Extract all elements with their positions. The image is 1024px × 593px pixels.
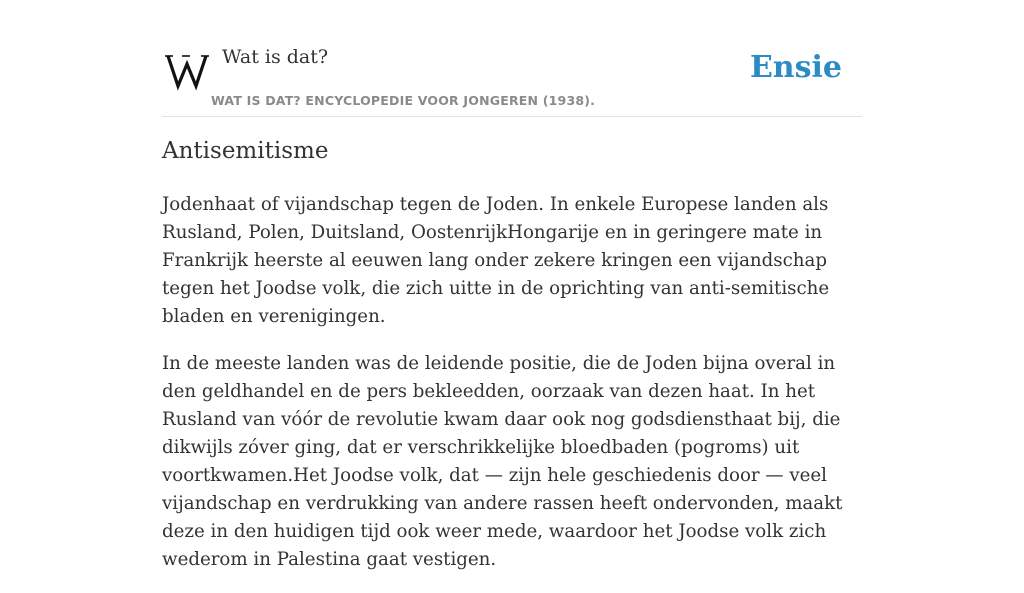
book-title[interactable]: Wat is dat? <box>222 46 329 68</box>
wikipedia-w-icon[interactable] <box>165 50 209 90</box>
book-source[interactable]: WAT IS DAT? ENCYCLOPEDIE VOOR JONGEREN (1938). <box>211 93 596 108</box>
header <box>162 0 862 117</box>
article-paragraph: In de meeste landen was de leidende positie, die de Joden bijna overal in den geldhandel en de pers bekleedden, oorzaak van dezen haat. In het Rusland van vóór de revolutie kwam daar ook nog godsdiensthaat bij, die dikwijls zóver ging, dat er verschrikkelijke bloedbaden (pogroms) uit voortkwamen.Het Joodse volk, dat — zijn hele geschiedenis door — veel vijandschap en verdrukking van andere rassen heeft ondervonden, maakt deze in den huidigen tijd ook weer mede, waardoor het Joodse volk zich wederom in Palestina gaat vestigen. <box>162 353 843 570</box>
article-paragraph: Jodenhaat of vijandschap tegen de Joden. In enkele Europese landen als Rusland, Polen, Duitsland, OostenrijkHongarije en in geringere mate in Frankrijk heerste al eeuwen lang onder zekere kringen een vijandschap tegen het Joodse volk, die zich uitte in de oprichting van anti-semitische bladen en verenigingen. <box>162 194 830 327</box>
article-body <box>162 191 862 593</box>
brand-logo[interactable]: Ensie <box>749 50 842 85</box>
article-title: Antisemitisme <box>162 138 329 164</box>
